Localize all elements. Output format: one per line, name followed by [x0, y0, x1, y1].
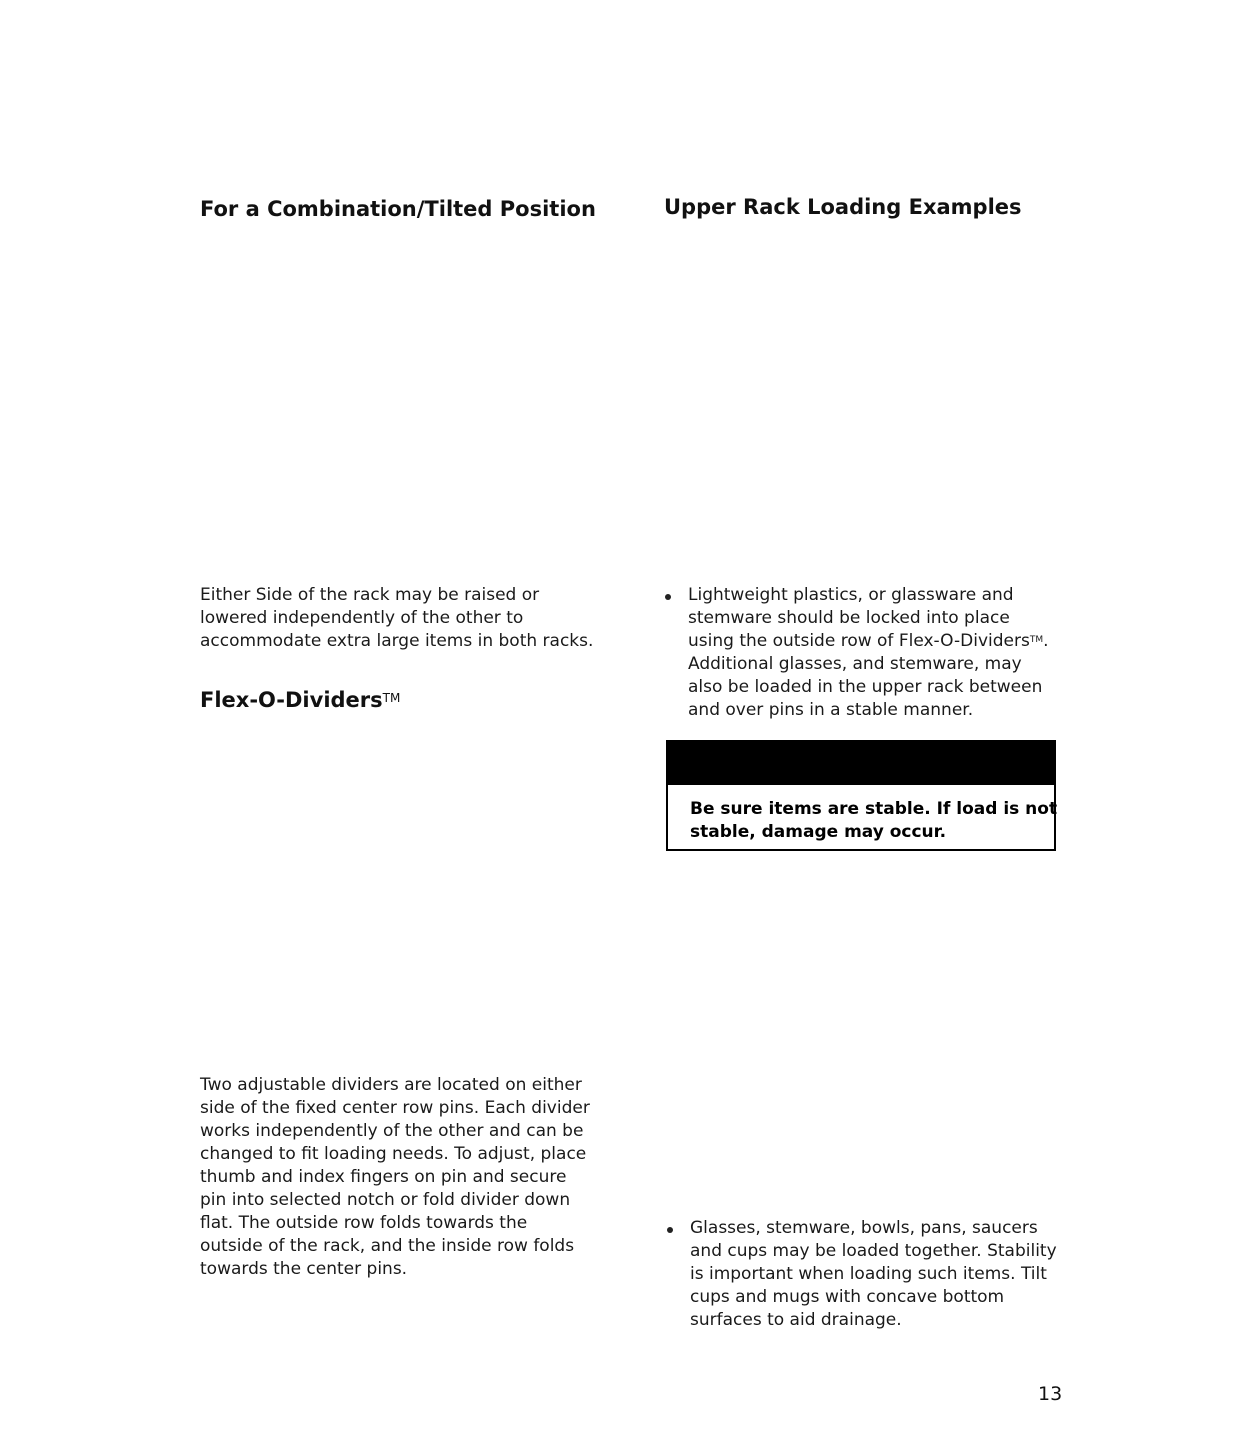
paragraph-line: Two adjustable dividers are located on either — [200, 1075, 582, 1095]
bullet-item-plastics — [688, 584, 1049, 722]
bullet-icon — [665, 594, 671, 600]
paragraph-line: flat. The outside row folds towards the — [200, 1213, 528, 1233]
bullet-line: Additional glasses, and stemware, may — [688, 654, 1022, 674]
bullet-line: also be loaded in the upper rack between — [688, 677, 1043, 697]
paragraph-line: outside of the rack, and the inside row folds — [200, 1236, 575, 1256]
paragraph-line: lowered independently of the other to — [200, 608, 524, 628]
upper-rack-heading: Upper Rack Loading Examples — [664, 195, 1022, 219]
paragraph-line: side of the fixed center row pins. Each divider — [200, 1098, 590, 1118]
bullet-line-suffix: . — [1043, 631, 1049, 651]
bullet-item-mixed-load — [690, 1217, 1057, 1332]
caution-message — [690, 798, 1057, 844]
caution-line: Be sure items are stable. If load is not — [690, 799, 1058, 819]
flex-o-dividers-paragraph — [200, 1074, 590, 1281]
combination-paragraph — [200, 584, 593, 653]
caution-line: stable, damage may occur. — [690, 822, 947, 842]
paragraph-line: works independently of the other and can be — [200, 1121, 584, 1141]
paragraph-line: Either Side of the rack may be raised or — [200, 585, 540, 605]
bullet-line: Glasses, stemware, bowls, pans, saucers — [690, 1218, 1038, 1238]
combination-heading: For a Combination/Tilted Position — [200, 197, 596, 221]
bullet-line — [688, 630, 1049, 653]
bullet-line: stemware should be locked into place — [688, 608, 1010, 628]
bullet-line: Lightweight plastics, or glassware and — [688, 585, 1014, 605]
paragraph-line: thumb and index fingers on pin and secure — [200, 1167, 567, 1187]
paragraph-line: changed to fit loading needs. To adjust, place — [200, 1144, 587, 1164]
bullet-line-text: using the outside row of Flex-O-Dividers — [688, 631, 1030, 651]
flex-o-dividers-heading — [200, 687, 400, 713]
flex-heading-text: Flex-O-Dividers — [200, 688, 383, 712]
bullet-line: and over pins in a stable manner. — [688, 700, 974, 720]
paragraph-line: towards the center pins. — [200, 1259, 408, 1279]
bullet-line: cups and mugs with concave bottom — [690, 1287, 1005, 1307]
trademark-symbol: TM — [382, 691, 401, 705]
bullet-icon — [667, 1227, 673, 1233]
paragraph-line: accommodate extra large items in both racks. — [200, 631, 594, 651]
trademark-symbol: TM — [1029, 635, 1044, 645]
caution-header-band — [668, 742, 1054, 785]
bullet-line: surfaces to aid drainage. — [690, 1310, 902, 1330]
paragraph-line: pin into selected notch or fold divider down — [200, 1190, 571, 1210]
page-number: 13 — [1038, 1383, 1063, 1405]
bullet-line: and cups may be loaded together. Stability — [690, 1241, 1057, 1261]
bullet-line: is important when loading such items. Tilt — [690, 1264, 1047, 1284]
caution-box — [666, 740, 1056, 851]
